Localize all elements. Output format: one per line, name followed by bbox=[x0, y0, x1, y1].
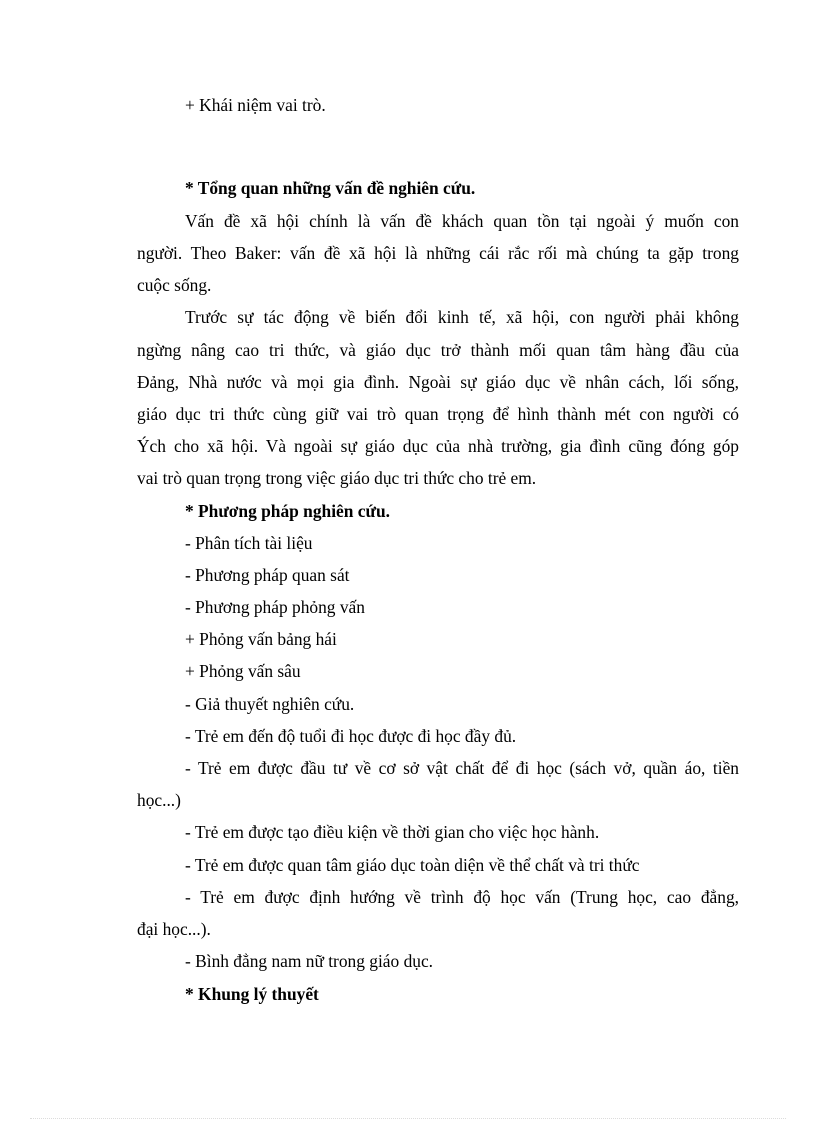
methods-subitem: + Phỏng vấn sâu bbox=[185, 661, 301, 681]
methods-heading: * Phương pháp nghiên cứu. bbox=[185, 501, 390, 521]
overview-paragraph-1-line-1: Vấn đề xã hội chính là vấn đề khách quan tồn tại ngoài ý muốn con bbox=[185, 211, 739, 231]
overview-paragraph-2-line-3: Đảng, Nhà nước và mọi gia đình. Ngoài sự giáo dục về nhân cách, lối sống, bbox=[137, 372, 739, 392]
methods-subitem: + Phỏng vấn bảng hái bbox=[185, 629, 337, 649]
methods-item: - Giả thuyết nghiên cứu. bbox=[185, 694, 355, 714]
methods-item-time: - Trẻ em được tạo điều kiện về thời gian cho việc học hành. bbox=[185, 822, 600, 842]
methods-item: - Phân tích tài liệu bbox=[185, 533, 313, 553]
methods-item-equality: - Bình đẳng nam nữ trong giáo dục. bbox=[185, 951, 434, 971]
overview-heading: * Tổng quan những vấn đề nghiên cứu. bbox=[185, 178, 476, 198]
methods-item-orientation-line-1: - Trẻ em được định hướng về trình độ học vấn (Trung học, cao đẳng, bbox=[185, 887, 739, 907]
overview-paragraph-1-line-2: người. Theo Baker: vấn đề xã hội là những cái rắc rối mà chúng ta gặp trong bbox=[137, 243, 739, 263]
methods-item-materials-line-2: học...) bbox=[137, 790, 181, 810]
methods-item: - Phương pháp phỏng vấn bbox=[185, 597, 365, 617]
overview-paragraph-2-line-6: vai trò quan trọng trong việc giáo dục tri thức cho trẻ em. bbox=[137, 468, 537, 488]
overview-paragraph-2-line-2: ngừng nâng cao tri thức, và giáo dục trở thành mối quan tâm hàng đầu của bbox=[137, 340, 739, 360]
page-bottom-divider bbox=[30, 1118, 786, 1119]
framework-heading: * Khung lý thuyết bbox=[185, 984, 319, 1004]
overview-paragraph-1-line-3: cuộc sống. bbox=[137, 275, 212, 295]
overview-paragraph-2-line-1: Trước sự tác động về biến đổi kinh tế, xã hội, con người phải không bbox=[185, 307, 739, 327]
overview-paragraph-2-line-5: Ých cho xã hội. Và ngoài sự giáo dục của nhà trường, gia đình cũng đóng góp bbox=[137, 436, 739, 456]
methods-item: - Phương pháp quan sát bbox=[185, 565, 350, 585]
methods-item-care: - Trẻ em được quan tâm giáo dục toàn diện về thể chất và tri thức bbox=[185, 855, 640, 875]
intro-item: + Khái niệm vai trò. bbox=[185, 95, 326, 115]
overview-paragraph-2-line-4: giáo dục tri thức cùng giữ vai trò quan trọng để hình thành mét con người có bbox=[137, 404, 739, 424]
methods-item-materials-line-1: - Trẻ em được đầu tư về cơ sở vật chất để đi học (sách vở, quần áo, tiền bbox=[185, 758, 739, 778]
methods-item: - Trẻ em đến độ tuổi đi học được đi học đầy đủ. bbox=[185, 726, 517, 746]
methods-item-orientation-line-2: đại học...). bbox=[137, 919, 211, 939]
